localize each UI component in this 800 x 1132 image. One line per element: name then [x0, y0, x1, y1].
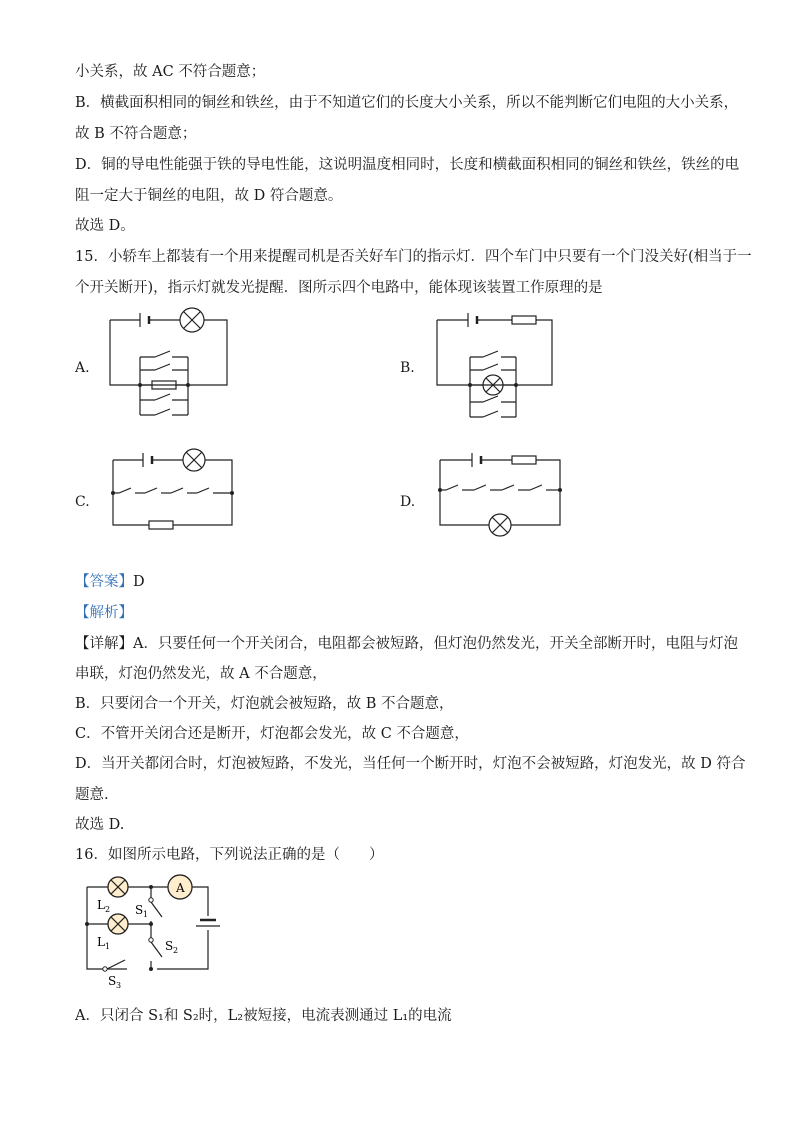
- text-line: B．横截面积相同的铜丝和铁丝，由于不知道它们的长度大小关系，所以不能判断它们电阻的大小关系，: [75, 95, 739, 111]
- s1-sub: 1: [143, 910, 149, 919]
- detail-line: D．当开关都闭合时，灯泡被短路，不发光，当任何一个断开时，灯泡不会被短路，灯泡发光，故 D 符合: [75, 756, 746, 772]
- s3-sub: 3: [116, 981, 122, 990]
- analysis-tag: 【解析】: [75, 605, 133, 621]
- question-16: 16．如图所示电路，下列说法正确的是（ ）: [75, 847, 384, 863]
- circuit-16-diagram: [75, 872, 220, 992]
- detail-line: C．不管开关闭合还是断开，灯泡都会发光，故 C 不合题意，: [75, 726, 469, 742]
- l2-sub: 2: [105, 905, 111, 914]
- answer-line: [75, 572, 145, 592]
- detail-line: 串联，灯泡仍然发光，故 A 不合题意，: [75, 666, 327, 682]
- option-b-label: B.: [400, 360, 415, 376]
- answer-value: D: [133, 574, 145, 590]
- option-a-label: A.: [75, 360, 90, 376]
- text-line: 阻一定大于铜丝的电阻，故 D 符合题意。: [75, 188, 343, 204]
- circuit-b-diagram: [425, 305, 560, 425]
- answer-tag: 【答案】: [75, 574, 133, 590]
- detail-tag: 【详解】: [75, 636, 133, 652]
- s1-label: S: [135, 903, 144, 917]
- text-line: D．铜的导电性能强于铁的导电性能，这说明温度相同时，长度和横截面积相同的铜丝和铁丝，铁丝的电: [75, 157, 740, 173]
- circuit-c-diagram: [105, 445, 240, 540]
- question-16-option-a: A．只闭合 S₁和 S₂时，L₂被短接，电流表测通过 L₁的电流: [75, 1008, 452, 1024]
- option-d-label: D.: [400, 494, 416, 510]
- l1-label: L: [97, 935, 105, 949]
- l1-sub: 1: [105, 942, 111, 951]
- circuit-d-diagram: [430, 445, 570, 545]
- text-line: 故 B 不符合题意；: [75, 126, 197, 142]
- detail-line: 故选 D.: [75, 817, 125, 833]
- text-line: 小关系，故 AC 不符合题意；: [75, 64, 266, 80]
- detail-text: A．只要任何一个开关闭合，电阻都会被短路，但灯泡仍然发光，开关全部断开时，电阻与灯泡: [133, 636, 738, 652]
- detail-line: 题意.: [75, 787, 109, 803]
- text-line: 故选 D。: [75, 218, 135, 234]
- question-15: 15．小轿车上都装有一个用来提醒司机是否关好车门的指示灯．四个车门中只要有一个门没关好(相当于一: [75, 249, 752, 265]
- s2-sub: 2: [173, 946, 179, 955]
- s3-label: S: [108, 974, 117, 988]
- detail-line: [75, 634, 738, 654]
- question-15-cont: 个开关断开)，指示灯就发光提醒．图所示四个电路中，能体现该装置工作原理的是: [75, 280, 603, 296]
- circuit-a-diagram: [100, 305, 235, 420]
- option-c-label: C.: [75, 494, 90, 510]
- detail-line: B．只要闭合一个开关，灯泡就会被短路，故 B 不合题意，: [75, 696, 454, 712]
- ammeter-label: A: [176, 881, 185, 895]
- s2-label: S: [165, 939, 174, 953]
- l2-label: L: [97, 898, 105, 912]
